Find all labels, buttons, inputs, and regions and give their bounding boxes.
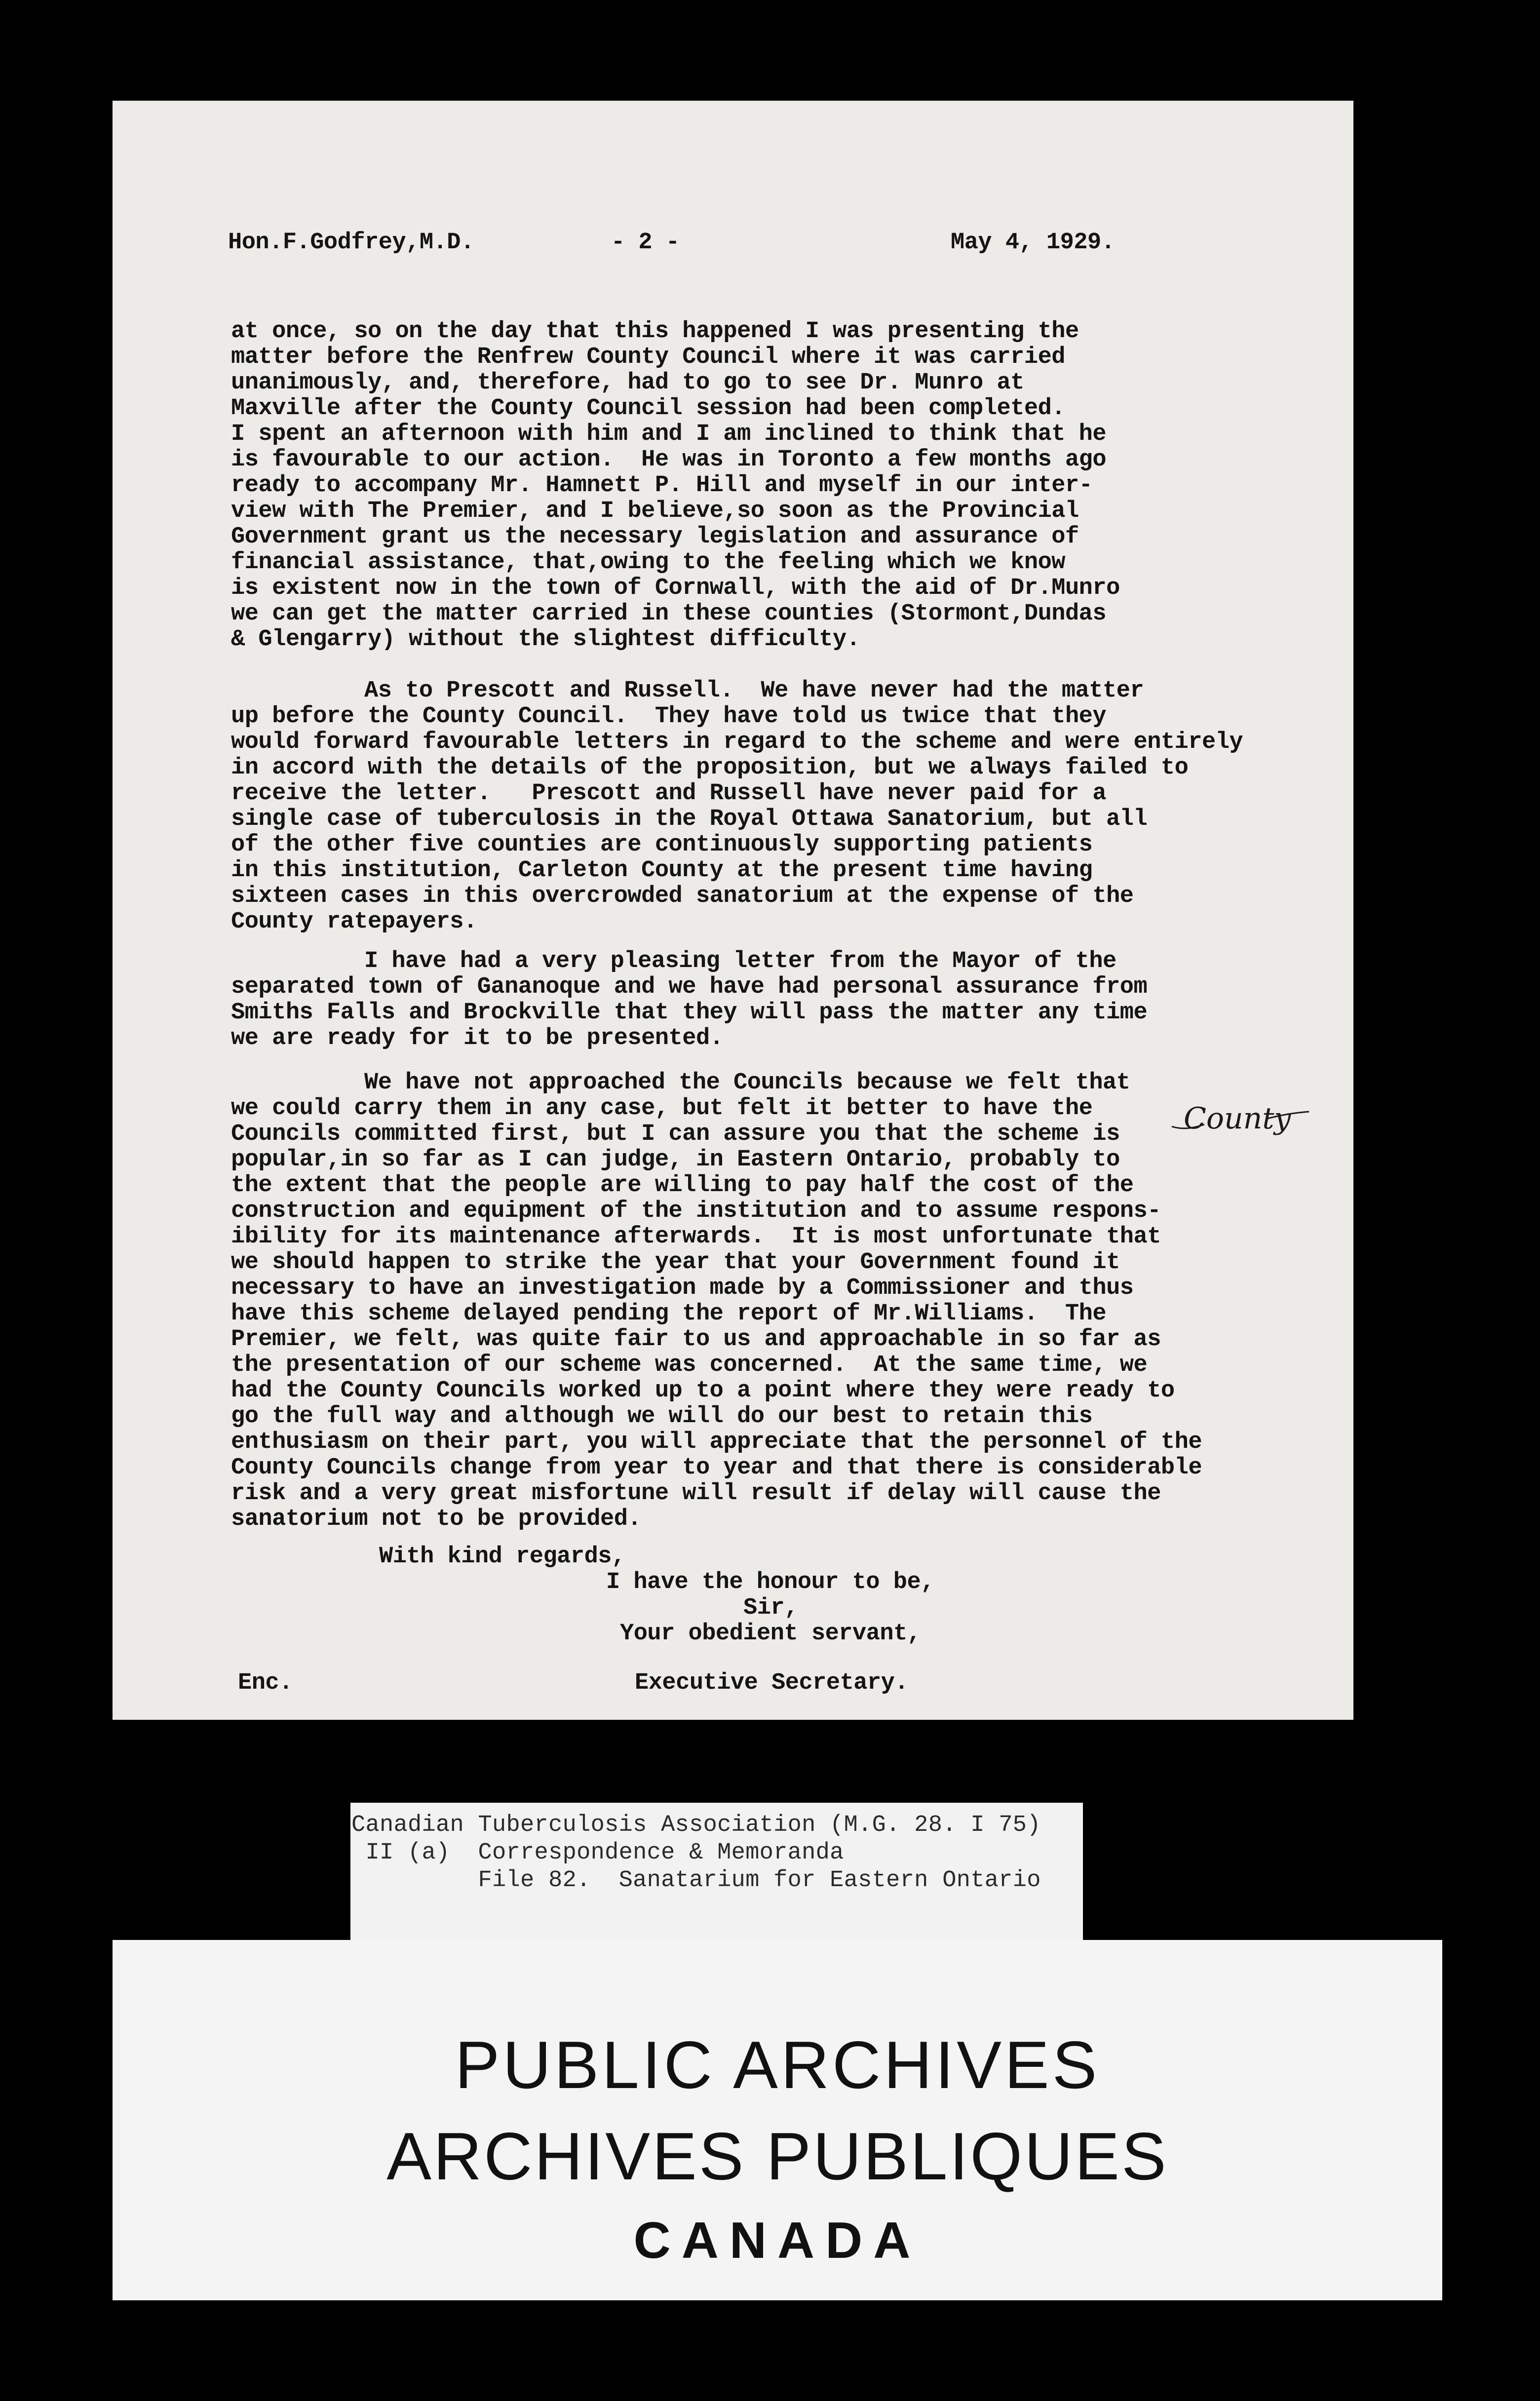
letter-line: had the County Councils worked up to a point where they were ready to (231, 1378, 1175, 1404)
letter-line: we should happen to strike the year that your Government found it (231, 1249, 1120, 1276)
letter-line: single case of tuberculosis in the Royal Ottawa Sanatorium, but all (231, 806, 1148, 832)
letter-line: the extent that the people are willing to pay half the cost of the (231, 1172, 1134, 1199)
stamp-archives-publiques: ARCHIVES PUBLIQUES (386, 2119, 1168, 2194)
letter-line: Government grant us the necessary legislation and assurance of (231, 524, 1079, 550)
letter-line: we can get the matter carried in these counties (Stormont,Dundas (231, 601, 1107, 627)
letter-line: receive the letter. Prescott and Russell have never paid for a (231, 780, 1107, 807)
letter-line: County Councils change from year to year and that there is considerable (231, 1455, 1202, 1481)
letter-line: the presentation of our scheme was concerned. At the same time, we (231, 1352, 1148, 1378)
letter-line: is existent now in the town of Cornwall, with the aid of Dr.Munro (231, 575, 1120, 601)
letter-line: As to Prescott and Russell. We have never had the matter (364, 678, 1144, 704)
letter-line: have this scheme delayed pending the report of Mr.Williams. The (231, 1301, 1107, 1327)
letter-line: is favourable to our action. He was in Toronto a few months ago (231, 447, 1107, 473)
letter-line: enthusiasm on their part, you will appreciate that the personnel of the (231, 1429, 1202, 1455)
catalogue-line-3: File 82. Sanatarium for Eastern Ontario (351, 1867, 1041, 1894)
catalogue-line-2: II (a) Correspondence & Memoranda (351, 1840, 844, 1866)
letter-line: Smiths Falls and Brockville that they will pass the matter any time (231, 1000, 1148, 1026)
letter-line: sixteen cases in this overcrowded sanatorium at the expense of the (231, 883, 1134, 909)
letter-line: We have not approached the Councils because we felt that (364, 1070, 1130, 1096)
letter-line: ready to accompany Mr. Hamnett P. Hill and myself in our inter- (231, 472, 1093, 499)
letter-line: of the other five counties are continuously supporting patients (231, 832, 1093, 858)
handwritten-insertion (1169, 1093, 1312, 1152)
letter-line: Maxville after the County Council session had been completed. (231, 395, 1065, 422)
letter-line: construction and equipment of the institution and to assume respons- (231, 1198, 1161, 1224)
letter-line: up before the County Council. They have told us twice that they (231, 703, 1107, 730)
letter-line: we are ready for it to be presented. (231, 1025, 724, 1051)
letter-line: County ratepayers. (231, 909, 477, 935)
letter-line: & Glengarry) without the slightest difficulty. (231, 626, 860, 653)
header-page-number: - 2 - (611, 230, 680, 256)
archives-stamp (113, 1940, 1442, 2300)
letter-line: ibility for its maintenance afterwards. It is most unfortunate that (231, 1224, 1161, 1250)
letter-line: would forward favourable letters in regard to the scheme and were entirely (231, 729, 1243, 755)
letter-line: financial assistance, that,owing to the feeling which we know (231, 549, 1065, 576)
closing-regards: With kind regards, (379, 1544, 625, 1570)
closing-honour: I have the honour to be, (606, 1569, 934, 1595)
enclosure-note: Enc. (238, 1670, 293, 1696)
catalogue-line-1: Canadian Tuberculosis Association (M.G. 28. I 75) (351, 1812, 1041, 1838)
letter-line: I spent an afternoon with him and I am inclined to think that he (231, 421, 1107, 447)
letter-page (113, 101, 1353, 1720)
letter-line: at once, so on the day that this happened I was presenting the (231, 318, 1079, 345)
letter-line: separated town of Gananoque and we have had personal assurance from (231, 974, 1148, 1000)
letter-line: view with The Premier, and I believe,so soon as the Provincial (231, 498, 1079, 524)
letter-line: Councils committed first, but I can assure you that the scheme is (231, 1121, 1120, 1147)
catalogue-label (350, 1803, 1083, 1943)
letter-line: popular,in so far as I can judge, in Eastern Ontario, probably to (231, 1147, 1120, 1173)
letter-line: in accord with the details of the proposition, but we always failed to (231, 755, 1189, 781)
signatory-title: Executive Secretary. (635, 1670, 909, 1696)
letter-line: unanimously, and, therefore, had to go to see Dr. Munro at (231, 370, 1024, 396)
stamp-public-archives: PUBLIC ARCHIVES (455, 2027, 1100, 2102)
header-date: May 4, 1929. (951, 230, 1115, 256)
letter-line: sanatorium not to be provided. (231, 1506, 642, 1532)
letter-line: necessary to have an investigation made by a Commissioner and thus (231, 1275, 1134, 1301)
closing-servant: Your obedient servant, (620, 1621, 921, 1647)
letter-line: risk and a very great misfortune will result if delay will cause the (231, 1480, 1161, 1507)
letter-line: we could carry them in any case, but felt it better to have the (231, 1095, 1093, 1122)
header-addressee: Hon.F.Godfrey,M.D. (228, 230, 474, 256)
letter-line: go the full way and although we will do our best to retain this (231, 1403, 1093, 1430)
letter-line: matter before the Renfrew County Council where it was carried (231, 344, 1065, 370)
letter-line: in this institution, Carleton County at the present time having (231, 857, 1093, 884)
handwritten-note: County (1184, 1101, 1291, 1136)
closing-sir: Sir, (743, 1595, 798, 1621)
stamp-canada: CANADA (633, 2212, 922, 2269)
letter-line: I have had a very pleasing letter from the Mayor of the (364, 948, 1116, 974)
letter-line: Premier, we felt, was quite fair to us and approachable in so far as (231, 1326, 1161, 1353)
